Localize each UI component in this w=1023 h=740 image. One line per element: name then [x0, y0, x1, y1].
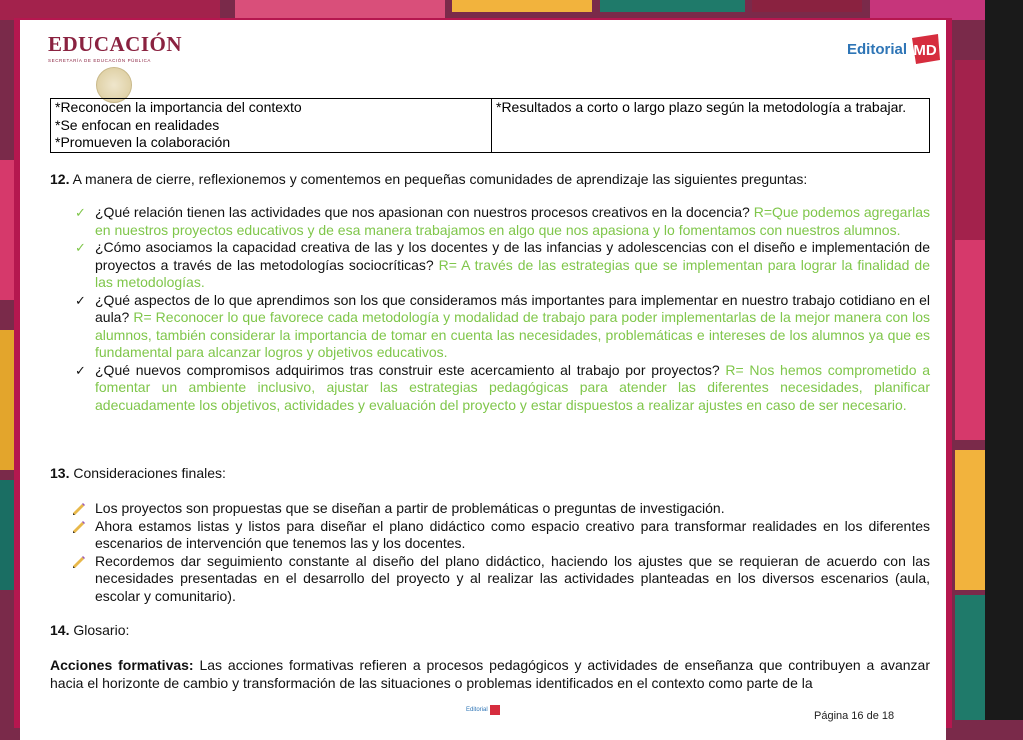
logo-subtitle: SECRETARÍA DE EDUCACIÓN PÚBLICA [48, 58, 152, 63]
answer-text: R= Reconocer lo que favorece cada metodología y modalidad de trabajo para poder implementarlas de la mejor manera con los alumnos, también considerar la importancia de tomar en cuenta las necesidades, problemáticas e intereses de los alumnos ya que es fundamental para alcanzar logros y objetivos educativos. [95, 309, 930, 360]
decor-block [600, 0, 745, 12]
list-item [75, 292, 930, 362]
decor-block [235, 0, 445, 20]
check-icon: ✓ [75, 292, 86, 308]
decor-block [452, 0, 592, 12]
check-icon: ✓ [75, 240, 86, 255]
section-heading-text: Consideraciones finales: [73, 465, 226, 481]
table-right-cell: *Resultados a corto o largo plazo según la metodología a trabajar. [492, 99, 930, 153]
section-number: 14. [50, 622, 70, 638]
section-12-heading [50, 171, 930, 189]
answer-text: R=Que podemos agregarlas en nuestros proyectos educativos y de esa manera trabajamos en algo que nos apasiona y lo fomentamos con nuestros alumnos. [95, 204, 931, 238]
decor-block [955, 60, 985, 240]
decor-block [752, 0, 862, 12]
section-heading-text: A manera de cierre, reflexionemos y comentemos en pequeñas comunidades de aprendizaje las siguientes preguntas: [72, 171, 808, 187]
list-item [72, 500, 930, 518]
question-text: ¿Cómo asociamos la capacidad creativa de las y los docentes y de las infancias y adolescencias con el diseño e implementación de proyectos a través de las metodologías sociocríticas? [95, 239, 930, 273]
decor-block [955, 240, 985, 440]
reflection-questions-list [75, 204, 930, 414]
pencil-icon [72, 520, 86, 534]
consideration-text: Los proyectos son propuestas que se diseñan a partir de problemáticas o preguntas de investigación. [95, 500, 725, 516]
editorial-md-logo [847, 32, 942, 66]
glossary-term: Acciones formativas: [50, 657, 194, 673]
sep-logo [48, 32, 182, 63]
question-text: ¿Qué aspectos de lo que aprendimos son los que consideramos más importantes para implementar en nuestro trabajo cotidiano en el aula? [95, 291, 930, 325]
section-14-heading [50, 622, 930, 640]
md-badge-icon [908, 32, 942, 66]
list-item [72, 553, 930, 606]
section-number: 12. [50, 171, 70, 187]
decor-block [955, 450, 985, 590]
section-number: 13. [50, 465, 70, 481]
consideration-text: Ahora estamos listas y listos para diseñar el plano didáctico como espacio creativo para transformar realidades en los diferentes escenarios de intervención que tenemos las y los docentes. [95, 517, 930, 551]
document-page [20, 20, 946, 740]
table-line: *Se enfocan en realidades [55, 116, 220, 133]
check-icon: ✓ [75, 362, 86, 378]
editorial-brand: Editorial [846, 40, 907, 58]
table-line: *Promueven la colaboración [55, 134, 231, 150]
table-line: *Reconocen la importancia del contexto [55, 99, 302, 115]
logo-title: EDUCACIÓN [48, 32, 183, 56]
md-badge-text: MD [913, 42, 937, 59]
check-icon: ✓ [75, 205, 86, 220]
footer-editorial-logo [466, 705, 500, 715]
decor-block [870, 0, 985, 20]
list-item [75, 204, 930, 239]
footer-brand: Editorial [466, 707, 488, 713]
decor-block [0, 0, 220, 20]
context-table [50, 98, 930, 153]
pencil-icon [72, 502, 86, 516]
decor-block [955, 595, 985, 720]
answer-text: R= Nos hemos comprometido a fomentar un ambiente inclusivo, ajustar las estrategias pedagógicas para atender las diferentes necesidades, planificar adecuadamente los objetivos, actividades y evaluación del proyecto y estar dispuestos a realizar ajustes en caso de ser necesario. [95, 361, 930, 413]
page-number: Página 16 de 18 [814, 710, 895, 722]
list-item [72, 518, 930, 553]
viewer-edge [985, 0, 1023, 720]
section-heading-text: Glosario: [73, 622, 130, 638]
md-mini-icon [490, 705, 500, 715]
glossary-definition: Las acciones formativas refieren a procesos pedagógicos y actividades de enseñanza que contribuyen a avanzar hacia el horizonte de cambio y transformación de las situaciones o problemas identificados en el contexto como parte de la [50, 657, 930, 691]
list-item [75, 239, 930, 292]
section-13-heading [50, 465, 930, 483]
question-text: ¿Qué nuevos compromisos adquirimos tras construir este acercamiento al trabajo por proyectos? [95, 361, 720, 378]
final-considerations-list [72, 500, 930, 605]
question-text: ¿Qué relación tienen las actividades que nos apasionan con nuestros procesos creativos en la docencia? [95, 204, 750, 220]
glossary-entry [50, 657, 930, 692]
table-left-cell [51, 99, 492, 153]
consideration-text: Recordemos dar seguimiento constante al diseño del plano didáctico, haciendo los ajustes que se requieran de acuerdo con las necesidades presentadas en el desarrollo del proyecto y al realizar las actividades planteadas en los diversos escenarios (aula, escolar y comunitario). [95, 552, 930, 604]
pencil-icon [72, 555, 86, 569]
list-item [75, 362, 930, 415]
answer-text: R= A través de las estrategias que se implementan para lograr la finalidad de las metodologías. [95, 256, 930, 290]
